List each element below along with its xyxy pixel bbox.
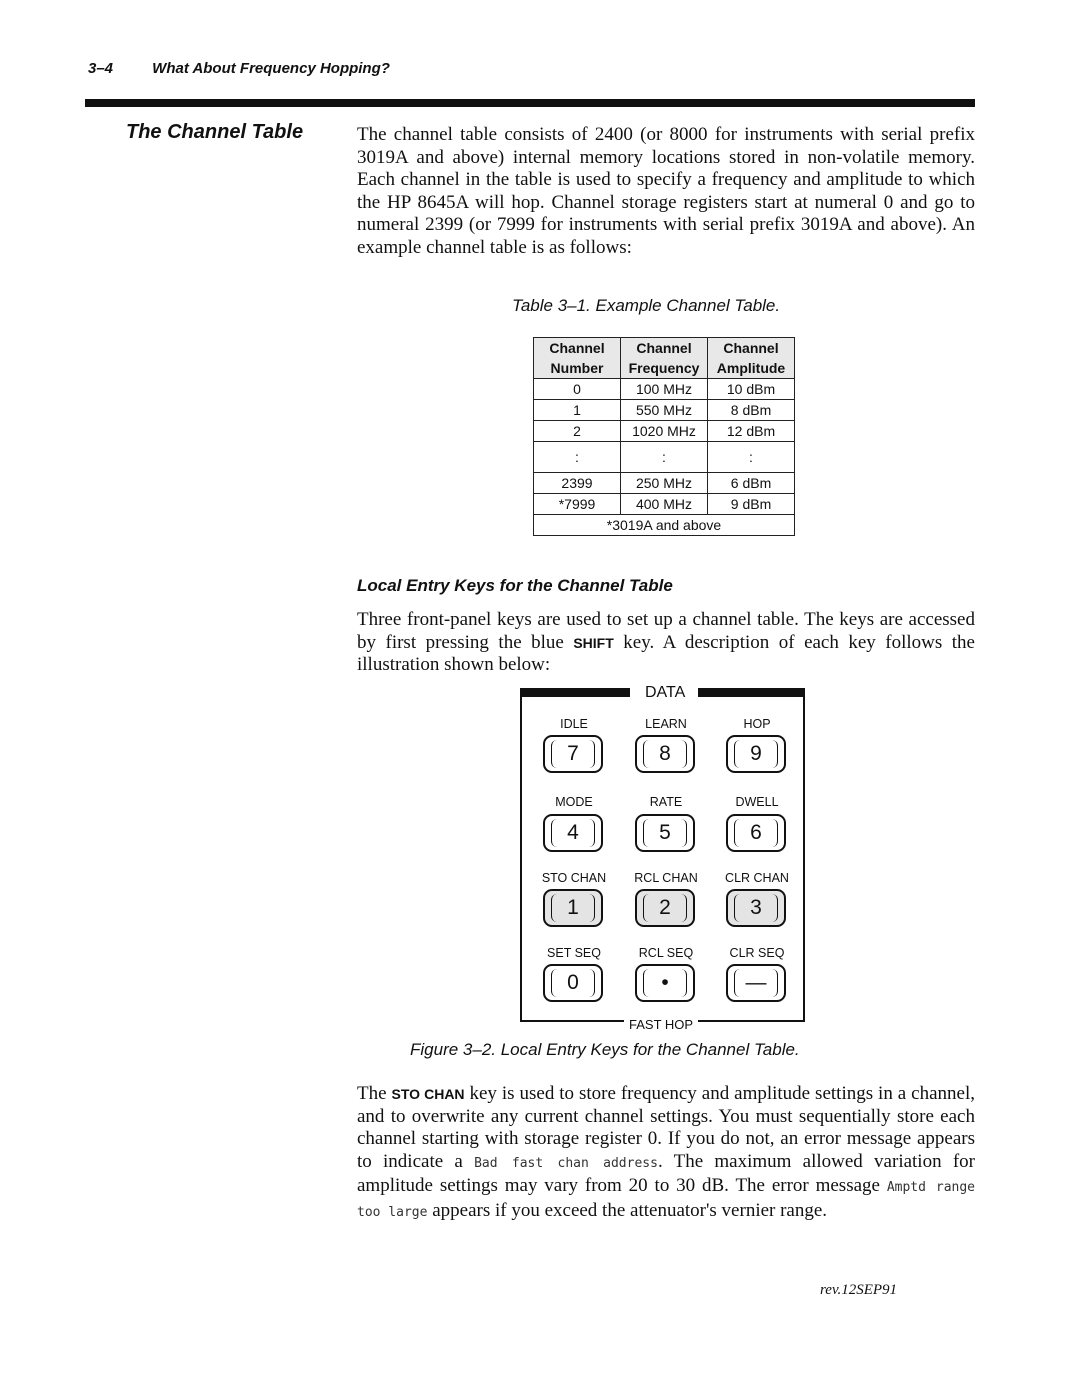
table-cell: 250 MHz [621,473,708,494]
key-label: CLR CHAN [725,871,789,885]
table-header-row [534,338,795,379]
page-header [88,60,390,77]
shift-key-text: SHIFT [573,634,614,651]
revision-date: rev.12SEP91 [820,1282,898,1298]
key-3: 3 [726,889,786,927]
keypad-bar-left [520,688,630,697]
table-caption: Table 3–1. Example Channel Table. [512,296,781,315]
table-cell: 12 dBm [708,421,795,442]
sto-chan-paragraph: The STO CHAN key is used to store frequency and amplitude settings in a channel, and to overwrite any current channel settings. You must sequentially store each channel starting with storage register 0. If you do not, an error message appears to indicate a Bad fast chan address. The maximum allowed variation for amplitude settings may vary from 20 to 30 dB. The error message Amptd range too large appears if you exceed the attenuator's vernier range. [357,1083,976,1221]
key-label: RCL CHAN [634,871,698,885]
table-cell: 550 MHz [621,400,708,421]
key-5: 5 [635,814,695,852]
page-number: 3–4 [88,60,114,77]
table-cell: 10 dBm [708,379,795,400]
keys-paragraph: Three front-panel keys are used to set up a channel table. The keys are accessed by first pressing the blue SHIFT key. A description of each key follows the illustration shown below: [357,609,975,675]
table-cell: 9 dBm [708,494,795,515]
table-cell: : [534,442,621,473]
key-8: 8 [635,735,695,773]
key-4: 4 [543,814,603,852]
table-cell: 2 [534,421,621,442]
column-header: Channel Amplitude [708,338,795,379]
section-title: The Channel Table [126,121,304,143]
key-label: LEARN [645,717,687,731]
table-footnote-row [534,515,795,536]
table-cell: 0 [534,379,621,400]
key-label: CLR SEQ [729,946,785,960]
key-label: STO CHAN [541,871,607,885]
table-cell: 100 MHz [621,379,708,400]
figure-caption: Figure 3–2. Local Entry Keys for the Channel Table. [410,1040,800,1059]
table-cell: : [708,442,795,473]
table-row [534,400,795,421]
keypad-footer: FAST HOP [624,1017,698,1032]
key-1: 1 [543,889,603,927]
table-row [534,473,795,494]
key-decimal: • [635,964,695,1002]
key-label: RCL SEQ [638,946,694,960]
key-label: DWELL [735,795,779,809]
table-cell: 1 [534,400,621,421]
table-cell: 2399 [534,473,621,494]
table-row [534,421,795,442]
column-header: Channel Number [534,338,621,379]
header-rule [85,99,975,107]
table-cell: *7999 [534,494,621,515]
sto-chan-key-text: STO CHAN [391,1086,465,1102]
table-cell: 1020 MHz [621,421,708,442]
channel-table [533,337,795,536]
key-label: IDLE [560,717,588,731]
table-cell: 400 MHz [621,494,708,515]
table-cell: 8 dBm [708,400,795,421]
table-cell: 6 dBm [708,473,795,494]
key-minus: — [726,964,786,1002]
key-label: RATE [649,795,683,809]
key-9: 9 [726,735,786,773]
key-label: SET SEQ [547,946,601,960]
error-message-bad-address: Bad fast chan address [474,1155,658,1171]
table-footnote: *3019A and above [534,515,795,536]
intro-paragraph: The channel table consists of 2400 (or 8000 for instruments with serial prefix 3019A and above) internal memory locations stored in non-volatile memory. Each channel in the table is used to specify a frequency and amplitude to which the HP 8645A will hop. Channel storage registers start at numeral 0 and go to numeral 2399 (or 7999 for instruments with serial prefix 3019A and above). An example channel table is as follows: [357,124,975,258]
table-row [534,494,795,515]
key-7: 7 [543,735,603,773]
table-row-ellipsis [534,442,795,473]
key-2: 2 [635,889,695,927]
error-message-amptd-range: Amptd range too large [357,1180,976,1220]
subheading: Local Entry Keys for the Channel Table [357,576,673,595]
table-row [534,379,795,400]
keypad-title: DATA [642,684,688,702]
column-header: Channel Frequency [621,338,708,379]
chapter-title: What About Frequency Hopping? [152,60,390,77]
table-cell: : [621,442,708,473]
keypad-bar-right [698,688,803,697]
key-6: 6 [726,814,786,852]
data-keypad-figure [520,684,803,1032]
key-0: 0 [543,964,603,1002]
key-label: HOP [743,717,771,731]
key-label: MODE [555,795,593,809]
